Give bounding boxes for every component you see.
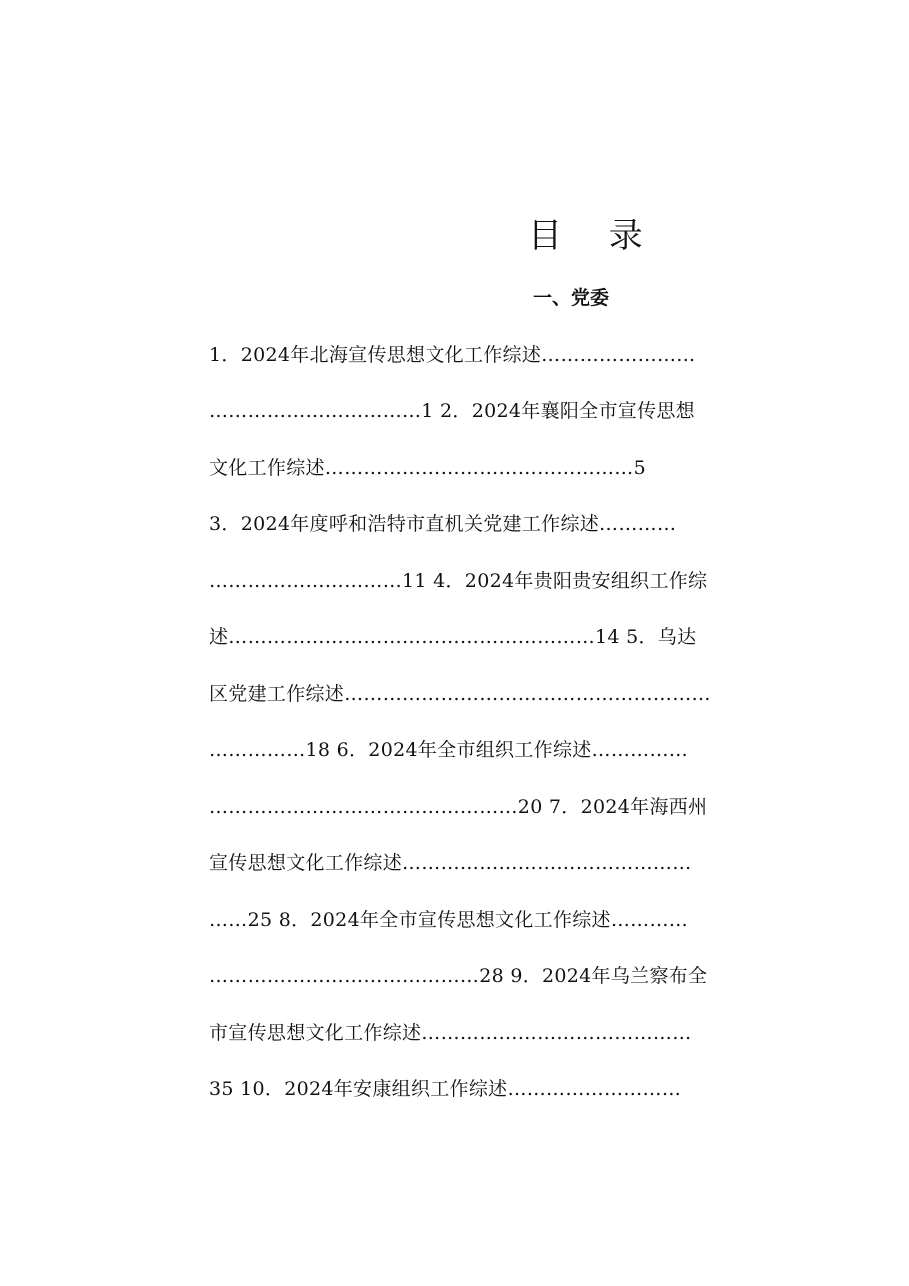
toc-line: 文化工作综述…………………………………………5 <box>209 457 646 479</box>
toc-line: ……………………………1 2．2024年襄阳全市宣传思想 <box>209 400 695 422</box>
toc-line: 市宣传思想文化工作综述…………………………………… <box>209 1022 692 1044</box>
toc-line: ……25 8．2024年全市宣传思想文化工作综述………… <box>209 909 689 931</box>
toc-line: ……………………………………28 9．2024年乌兰察布全 <box>209 965 708 987</box>
toc-line: …………………………………………20 7．2024年海西州 <box>209 796 708 818</box>
toc-line: 宣传思想文化工作综述……………………………………… <box>209 852 692 874</box>
section-heading: 一、党委 <box>533 287 610 309</box>
toc-line: 1．2024年北海宣传思想文化工作综述…………………… <box>209 344 696 366</box>
toc-line: 述…………………………………………………14 5．乌达 <box>209 626 697 648</box>
toc-line: …………………………11 4．2024年贵阳贵安组织工作综 <box>209 570 708 592</box>
toc-line: ……………18 6．2024年全市组织工作综述…………… <box>209 739 689 761</box>
page-title: 目 录 <box>528 216 661 256</box>
toc-line: 3．2024年度呼和浩特市直机关党建工作综述………… <box>209 513 677 535</box>
toc-line: 35 10．2024年安康组织工作综述……………………… <box>209 1078 682 1100</box>
toc-line: 区党建工作综述………………………………………………… <box>209 683 711 705</box>
